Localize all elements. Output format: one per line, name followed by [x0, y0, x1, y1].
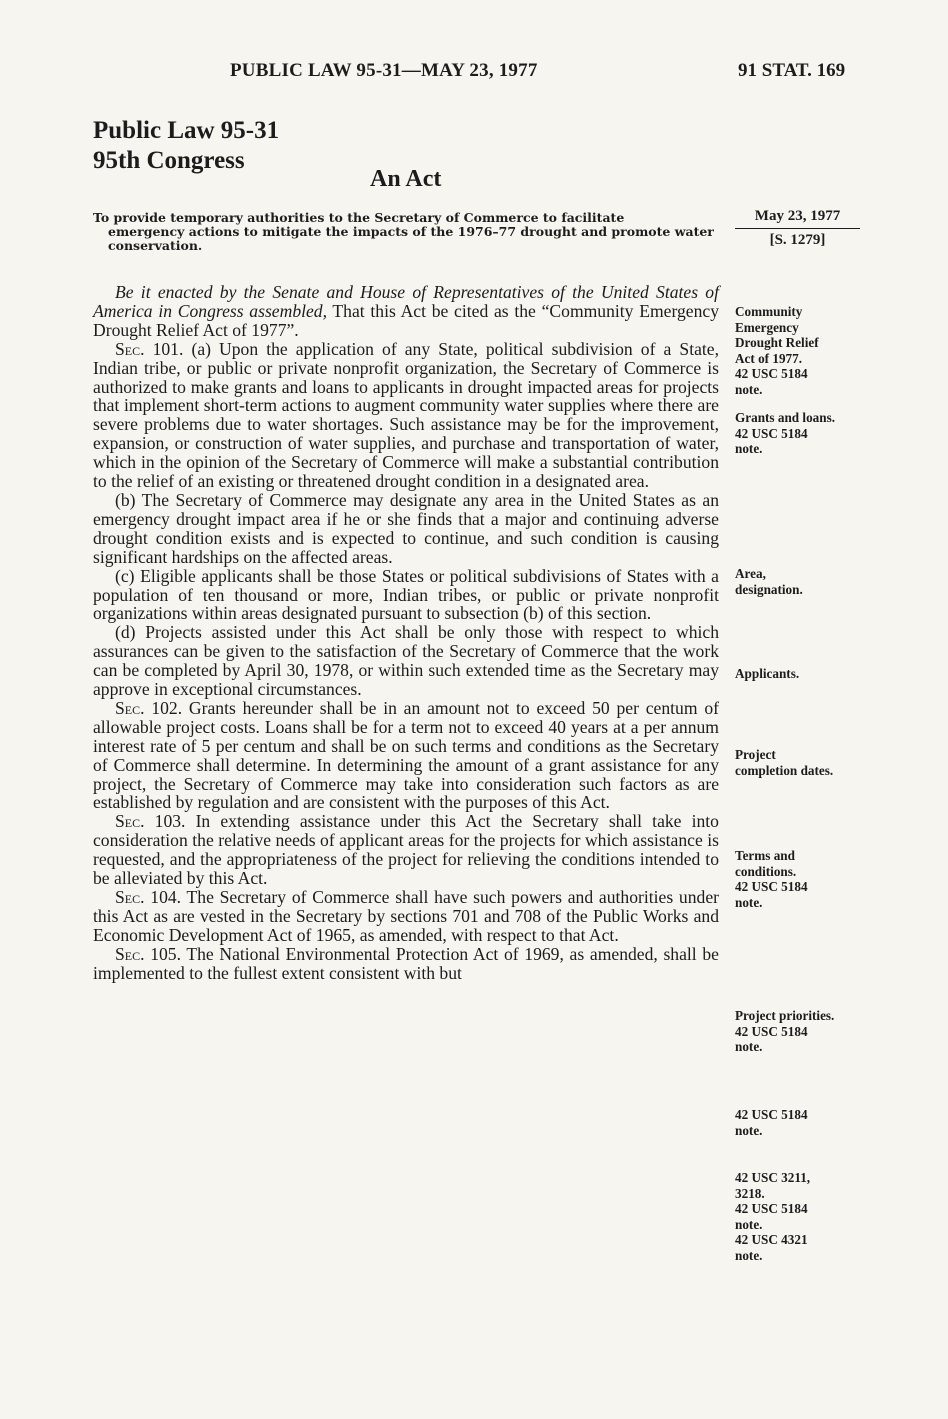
section-105-label: Sec. 105.: [115, 943, 181, 964]
act-body: [93, 283, 719, 983]
section-102-text: Grants hereunder shall be in an amount not to exceed 50 per centum of allowable project costs. Loans shall be for a term not to exceed 40 years at a per annum interest rate of 5 per centum and shall be on such terms and conditions as the Secretary of Commerce shall determine. In determining the amount of a grant assistance for any project, the Secretary of Commerce may take into consideration such factors as are established by regulation and are consistent with the purposes of this Act.: [93, 697, 719, 813]
enactment-date: May 23, 1977: [735, 205, 860, 229]
enacting-clause-italic: Be it enacted by the Senate and House of Representatives of the United States of America in Congress assembled,: [93, 282, 719, 321]
purpose-rest: emergency actions to mitigate the impacts of the 1976–77 drought and promote water conservation.: [108, 224, 714, 253]
act-heading: An Act: [370, 166, 442, 192]
section-102: [93, 699, 719, 812]
section-103-text: In extending assistance under this Act the Secretary shall take into consideration the relative needs of applicant areas for the projects for which assistance is requested, and the appropriateness of the project for relieving the conditions intended to be alleviated by this Act.: [93, 811, 719, 889]
margin-note-area-designation: Area, designation.: [735, 566, 803, 597]
senate-bill-number: [S. 1279]: [769, 232, 826, 248]
act-purpose: [93, 211, 718, 253]
enacting-clause: [93, 283, 719, 340]
margin-note-terms-conditions: Terms and conditions. 42 USC 5184 note.: [735, 848, 808, 910]
enacting-clause-rest: That this Act be cited as the “Community Emergency Drought Relief Act of 1977”.: [93, 300, 720, 340]
section-103-label: Sec. 103.: [115, 811, 186, 832]
section-105: [93, 945, 719, 983]
congress-number: 95th Congress: [93, 147, 245, 174]
section-101-b: (b) The Secretary of Commerce may designate any area in the United States as an emergency drought impact area if he or she finds that a major and continuing adverse drought condition exists and is expected to continue, and such condition is causing significant hardships on the affected areas.: [93, 489, 719, 567]
running-header-stat-page: 91 STAT. 169: [738, 60, 846, 81]
section-104: [93, 888, 719, 945]
margin-note-project-completion: Project completion dates.: [735, 747, 834, 778]
section-104-text: The Secretary of Commerce shall have such powers and authorities under this Act as are vested in the Secretary by sections 701 and 708 of the Public Works and Economic Development Act of 1965, as amended, with respect to that Act.: [93, 887, 719, 945]
enactment-date-box: [735, 205, 860, 251]
section-101-a-text: (a) Upon the application of any State, political subdivision of a State, Indian tribe, or public or private nonprofit organization, the Secretary of Commerce is authorized to make grants and loans to applicants in drought impacted areas for projects that implement short-term actions to augment community water supplies where there are severe problems due to water shortages. Such assistance may be for the improvement, expansion, or construction of water supplies, and purchase and transportation of water, which in the opinion of the Secretary of Commerce will make a substantial contribution to the relief of an existing or threatened drought condition in a designated area.: [93, 338, 719, 492]
margin-note-applicants: Applicants.: [735, 666, 800, 681]
margin-note-project-priorities: Project priorities. 42 USC 5184 note.: [735, 1008, 835, 1054]
margin-note-section-105-cite: 42 USC 3211, 3218. 42 USC 5184 note. 42 USC 4321 note.: [735, 1170, 811, 1263]
law-title-block: [93, 116, 279, 176]
section-105-text: The National Environmental Protection Act of 1969, as amended, shall be implemented to the fullest extent consistent with but: [93, 943, 719, 983]
section-101-label: Sec. 101.: [115, 338, 184, 359]
margin-note-section-104-cite: 42 USC 5184 note.: [735, 1107, 808, 1138]
section-102-label: Sec. 102.: [115, 697, 183, 718]
public-law-number: Public Law 95-31: [93, 117, 280, 144]
section-101-d: (d) Projects assisted under this Act shall be only those with respect to which assurances can be given to the satisfaction of the Secretary of Commerce that the work can be completed by April 30, 1978, or within such extended time as the Secretary may approve in exceptional circumstances.: [93, 622, 719, 700]
margin-note-grants-loans: Grants and loans. 42 USC 5184 note.: [735, 410, 836, 456]
section-104-label: Sec. 104.: [115, 887, 182, 907]
section-103: [93, 812, 719, 888]
purpose-first-line: To provide temporary authorities to the Secretary of Commerce to facilitate: [93, 210, 625, 225]
section-101-a: [93, 340, 719, 491]
running-header-law: PUBLIC LAW 95-31—MAY 23, 1977: [230, 60, 538, 81]
section-101-c: (c) Eligible applicants shall be those States or political subdivisions of States with a population of ten thousand or more, Indian tribes, or public or private nonprofit organizations within areas designated pursuant to subsection (b) of this section.: [93, 565, 719, 624]
margin-note-short-title: Community Emergency Drought Relief Act of 1977. 42 USC 5184 note.: [735, 304, 819, 397]
